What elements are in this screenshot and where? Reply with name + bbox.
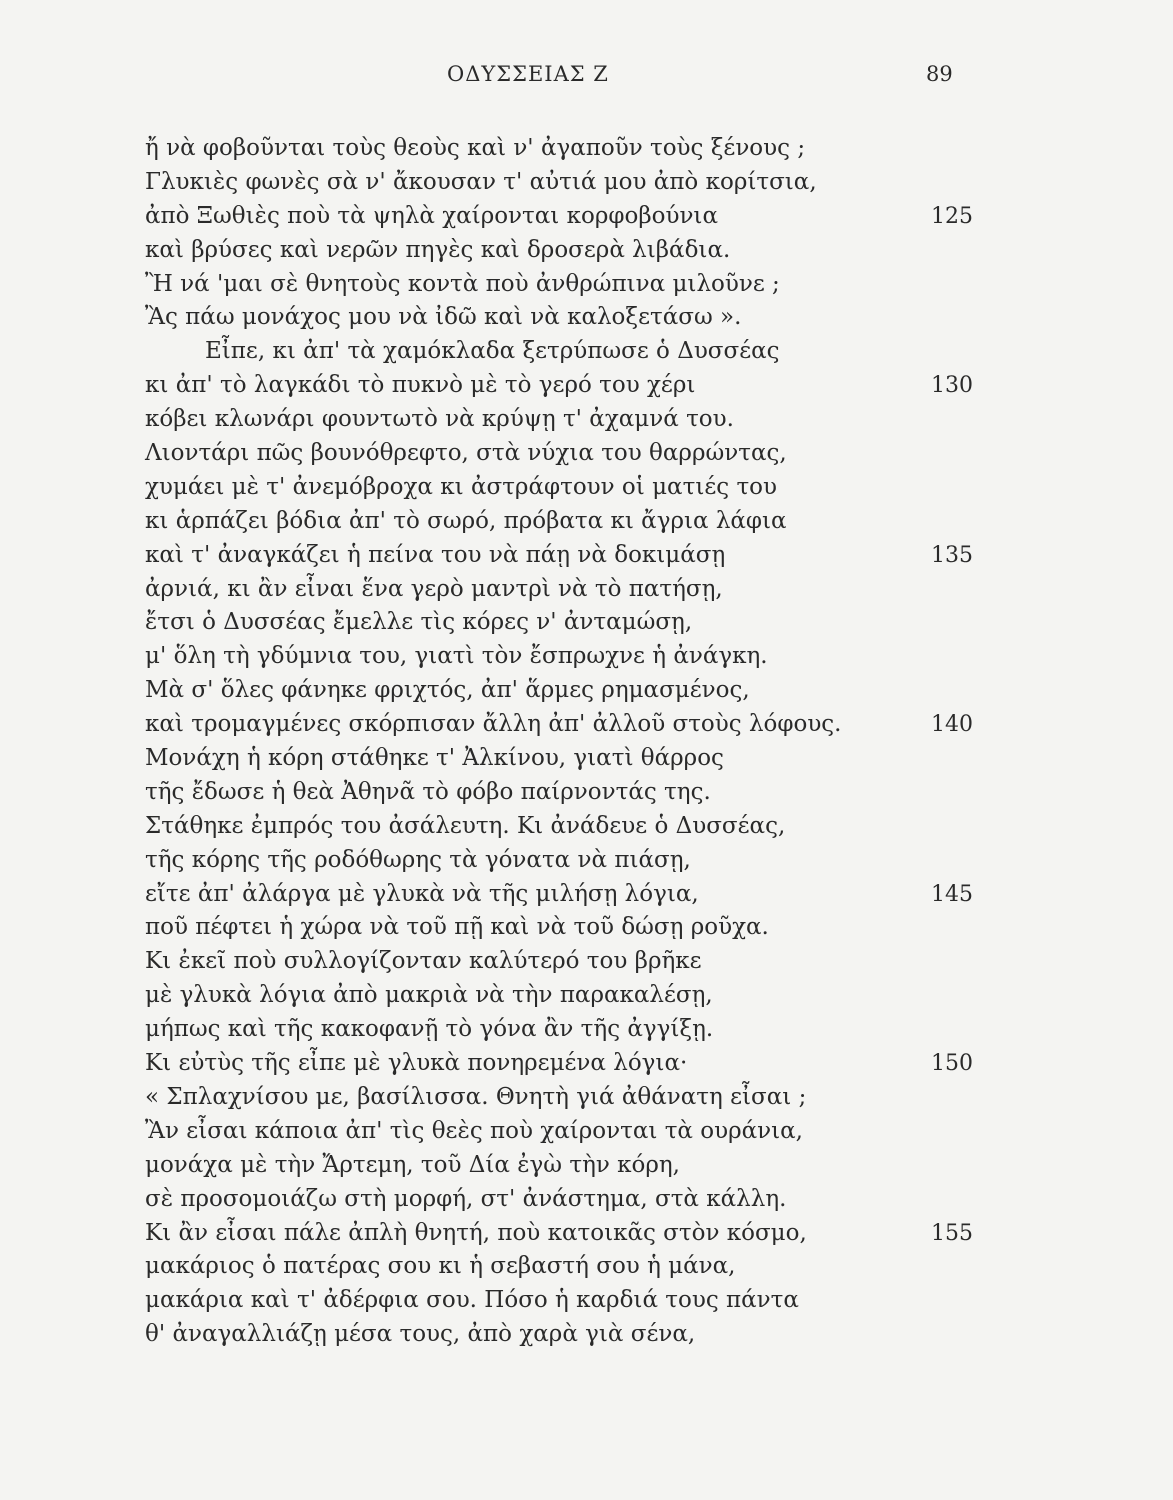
verse-text: χυμάει μὲ τ' ἀνεμόβροχα κι ἀστράφτουν οἱ ματιές του <box>145 473 777 500</box>
running-title: ΟΔΥΣΣΕΙΑΣ Ζ <box>447 62 609 86</box>
verse-text: ἔτσι ὁ Δυσσέας ἔμελλε τὶς κόρες ν' ἀνταμώσῃ, <box>145 609 693 636</box>
verse-text: καὶ βρύσες καὶ νερῶν πηγὲς καὶ δροσερὰ λιβάδια. <box>145 236 731 263</box>
verse-text: « Σπλαχνίσου με, βασίλισσα. Θνητὴ γιά ἀθάνατη εἶσαι ; <box>145 1083 807 1110</box>
verse-line <box>145 640 1025 674</box>
verse-text: μήπως καὶ τῆς κακοφανῇ τὸ γόνα ἂν τῆς ἀγγίξῃ. <box>145 1016 714 1043</box>
verse-text: Μονάχη ἡ κόρη στάθηκε τ' Ἀλκίνου, γιατὶ θάρρος <box>145 745 724 772</box>
page-number: 89 <box>926 62 953 86</box>
verse-line <box>145 403 1025 437</box>
verse-line <box>145 1284 1025 1318</box>
verse-text: θ' ἀναγαλλιάζῃ μέσα τους, ἀπὸ χαρὰ γιὰ σένα, <box>145 1321 696 1348</box>
verse-text: μ' ὅλη τὴ γδύμνια του, γιατὶ τὸν ἔσπρωχνε ἡ ἀνάγκη. <box>145 643 768 670</box>
verse-line <box>145 708 1025 742</box>
verse-text: μακάρια καὶ τ' ἀδέρφια σου. Πόσο ἡ καρδιά τους πάντα <box>145 1287 799 1314</box>
verse-line <box>145 911 1025 945</box>
verse-text: Ἢ νά 'μαι σὲ θνητοὺς κοντὰ ποὺ ἀνθρώπινα μιλοῦνε ; <box>145 270 780 297</box>
verse-text: Λιοντάρι πῶς βουνόθρεφτο, στὰ νύχια του θαρρώντας, <box>145 440 787 467</box>
verse-text: Ἂς πάω μονάχος μου νὰ ἰδῶ καὶ νὰ καλοξετάσω ». <box>145 304 742 331</box>
verse-line <box>145 200 1025 234</box>
verse-line <box>145 1217 1025 1251</box>
verse-line <box>145 369 1025 403</box>
verse-line <box>145 1183 1025 1217</box>
verse-text: μονάχα μὲ τὴν Ἄρτεμη, τοῦ Δία ἐγὼ τὴν κόρη, <box>145 1151 680 1178</box>
verse-line <box>145 539 1025 573</box>
verse-text: ἤ νὰ φοβοῦνται τοὺς θεοὺς καὶ ν' ἀγαποῦν τοὺς ξένους ; <box>145 135 806 161</box>
verse-line <box>145 301 1025 335</box>
verse-line <box>145 505 1025 539</box>
verse-text: Κι ἂν εἶσαι πάλε ἀπλὴ θνητή, ποὺ κατοικᾶς στὸν κόσμο, <box>145 1219 807 1246</box>
verse-line <box>145 945 1025 979</box>
verse-text: Ἂν εἶσαι κάποια ἀπ' τὶς θεὲς ποὺ χαίρονται τὰ ουράνια, <box>145 1117 803 1144</box>
verse-text: Γλυκιὲς φωνὲς σὰ ν' ἄκουσαν τ' αὐτιά μου ἀπὸ κορίτσια, <box>145 168 817 195</box>
verse-line <box>145 335 1025 369</box>
verse-line <box>145 1047 1025 1081</box>
verse-block <box>145 132 1025 1352</box>
verse-text: Κι εὐτὺς τῆς εἶπε μὲ γλυκὰ πονηρεμένα λόγια· <box>145 1050 688 1077</box>
verse-text: Στάθηκε ἐμπρός του ἀσάλευτη. Κι ἀνάδευε ὁ Δυσσέας, <box>145 812 786 839</box>
verse-text: σὲ προσομοιάζω στὴ μορφή, στ' ἀνάστημα, στὰ κάλλη. <box>145 1185 787 1212</box>
verse-text: τῆς κόρης τῆς ροδόθωρης τὰ γόνατα νὰ πιάσῃ, <box>145 846 691 873</box>
line-number: 130 <box>931 373 973 399</box>
verse-text: μὲ γλυκὰ λόγια ἀπὸ μακριὰ νὰ τὴν παρακαλέσῃ, <box>145 982 713 1009</box>
verse-text: Μὰ σ' ὅλες φάνηκε φριχτός, ἀπ' ἅρμες ρημασμένος, <box>145 677 750 704</box>
verse-text: τῆς ἔδωσε ἡ θεὰ Ἀθηνᾶ τὸ φόβο παίρνοντάς της. <box>145 778 711 805</box>
verse-line <box>145 1318 1025 1352</box>
line-number: 145 <box>931 881 973 907</box>
verse-text: καὶ τ' ἀναγκάζει ἡ πείνα του νὰ πάῃ νὰ δοκιμάσῃ <box>145 541 726 568</box>
verse-text: καὶ τρομαγμένες σκόρπισαν ἄλλη ἀπ' ἀλλοῦ στοὺς λόφους. <box>145 711 842 738</box>
line-number: 155 <box>931 1220 973 1246</box>
line-number: 135 <box>931 542 973 568</box>
verse-line <box>145 844 1025 878</box>
verse-line <box>145 437 1025 471</box>
verse-text: Εἶπε, κι ἀπ' τὰ χαμόκλαδα ξετρύπωσε ὁ Δυσσέας <box>205 338 780 365</box>
verse-line <box>145 166 1025 200</box>
verse-line <box>145 674 1025 708</box>
verse-text: εἴτε ἀπ' ἀλάργα μὲ γλυκὰ νὰ τῆς μιλήσῃ λόγια, <box>145 880 699 907</box>
running-head <box>0 62 1173 92</box>
verse-line <box>145 1081 1025 1115</box>
verse-line <box>145 979 1025 1013</box>
verse-text: μακάριος ὁ πατέρας σου κι ἡ σεβαστή σου ἡ μάνα, <box>145 1253 736 1280</box>
verse-line <box>145 1115 1025 1149</box>
verse-text: ἀρνιά, κι ἂν εἶναι ἕνα γερὸ μαντρὶ νὰ τὸ πατήσῃ, <box>145 575 723 602</box>
verse-line <box>145 1250 1025 1284</box>
verse-line <box>145 268 1025 302</box>
verse-text: Κι ἐκεῖ ποὺ συλλογίζονταν καλύτερό του βρῆκε <box>145 948 702 975</box>
verse-line <box>145 132 1025 166</box>
verse-line <box>145 234 1025 268</box>
verse-line <box>145 471 1025 505</box>
verse-line <box>145 1013 1025 1047</box>
verse-line <box>145 776 1025 810</box>
verse-text: κι ἀπ' τὸ λαγκάδι τὸ πυκνὸ μὲ τὸ γερό του χέρι <box>145 372 696 399</box>
line-number: 140 <box>931 712 973 738</box>
verse-text: ποῦ πέφτει ἡ χώρα νὰ τοῦ πῇ καὶ νὰ τοῦ δώσῃ ροῦχα. <box>145 914 769 941</box>
verse-line <box>145 573 1025 607</box>
verse-text: κόβει κλωνάρι φουντωτὸ νὰ κρύψῃ τ' ἀχαμνά του. <box>145 406 734 433</box>
verse-line <box>145 742 1025 776</box>
verse-line <box>145 606 1025 640</box>
line-number: 150 <box>931 1051 973 1077</box>
verse-text: ἀπὸ Ξωθιὲς ποὺ τὰ ψηλὰ χαίρονται κορφοβούνια <box>145 202 718 229</box>
verse-line <box>145 810 1025 844</box>
verse-line <box>145 878 1025 912</box>
verse-line <box>145 1149 1025 1183</box>
verse-text: κι ἁρπάζει βόδια ἀπ' τὸ σωρό, πρόβατα κι ἄγρια λάφια <box>145 507 787 534</box>
line-number: 125 <box>931 203 973 229</box>
